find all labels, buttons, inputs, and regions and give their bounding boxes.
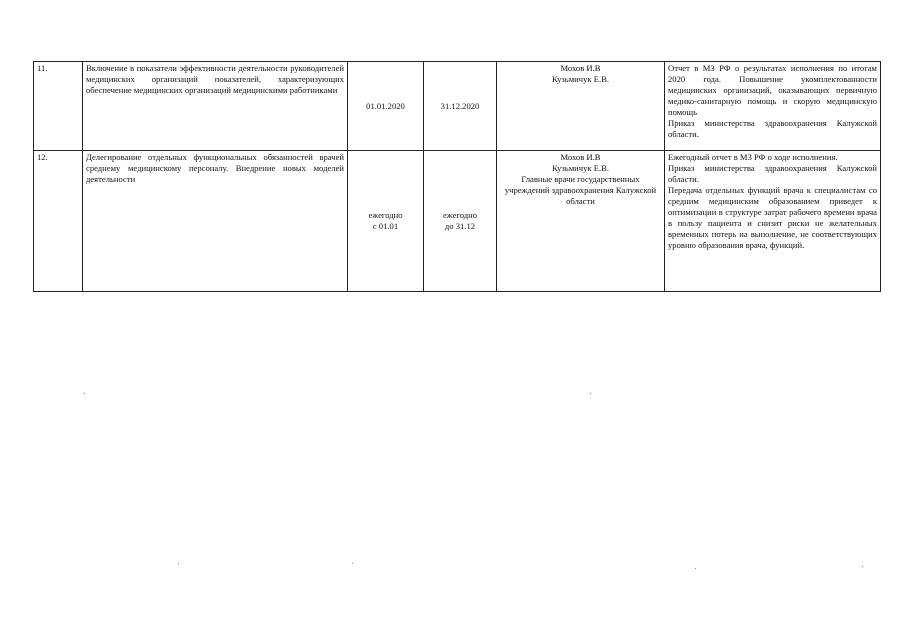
row-number: 12. — [34, 151, 83, 292]
end-date: 31.12.2020 — [424, 62, 497, 151]
responsible-person: Мохов И.В — [560, 63, 601, 73]
end-date-line: до 31.12 — [444, 221, 476, 231]
expected-result — [665, 151, 881, 292]
scan-speck — [590, 393, 591, 394]
table-row — [34, 62, 881, 151]
start-date-line: ежегодно — [368, 210, 403, 220]
result-paragraph: Ежегодный отчет в МЗ РФ о ходе исполнения. — [668, 152, 838, 162]
start-date — [348, 151, 424, 292]
responsible-person: Мохов И.В — [560, 152, 601, 162]
scan-speck — [695, 568, 696, 569]
start-date-line: с 01.01 — [372, 221, 399, 231]
result-paragraph: Отчет в МЗ РФ о результатах исполнения по итогам 2020 года. Повышение укомплектованности медицинских организаций, оказывающих первичную медико-санитарную помощь и скорую медицинскую помощь — [668, 63, 877, 117]
responsible-person: Кузьмичук Е.В. — [552, 163, 609, 173]
result-paragraph: Приказ министерства здравоохранения Калужской области. — [668, 163, 877, 184]
responsible-persons — [497, 62, 665, 151]
plan-table — [33, 61, 881, 292]
scan-speck — [178, 563, 179, 564]
responsible-persons — [497, 151, 665, 292]
result-paragraph: Передача отдельных функций врача к специалистам со средним медицинским образованием приведет к оптимизации в структуре затрат рабочего времени врача в пользу пациента и снизит риски не желательных временных потерь на выполнение, не соответствующих уровню образования врача, функций. — [668, 185, 877, 250]
start-date: 01.01.2020 — [348, 62, 424, 151]
row-number: 11. — [34, 62, 83, 151]
measure-description: Делегирование отдельных функциональных обязанностей врачей среднему медицинскому персоналу. Внедрение новых моделей деятельности — [83, 151, 348, 292]
measure-description: Включение в показатели эффективности деятельности руководителей медицинских организаций показателей, характеризующих обеспечение медицинских организаций медицинскими работниками — [83, 62, 348, 151]
expected-result — [665, 62, 881, 151]
end-date — [424, 151, 497, 292]
scan-speck — [352, 563, 353, 564]
scan-speck — [862, 566, 863, 567]
responsible-person: Кузьмичук Е.В. — [552, 74, 609, 84]
responsible-person: Главные врачи государственных учреждений здравоохранения Калужской области — [504, 174, 657, 206]
scan-speck — [84, 393, 85, 394]
end-date-line: ежегодно — [442, 210, 478, 220]
table-row — [34, 151, 881, 292]
result-paragraph: Приказ министерства здравоохранения Калужской области. — [668, 118, 877, 139]
